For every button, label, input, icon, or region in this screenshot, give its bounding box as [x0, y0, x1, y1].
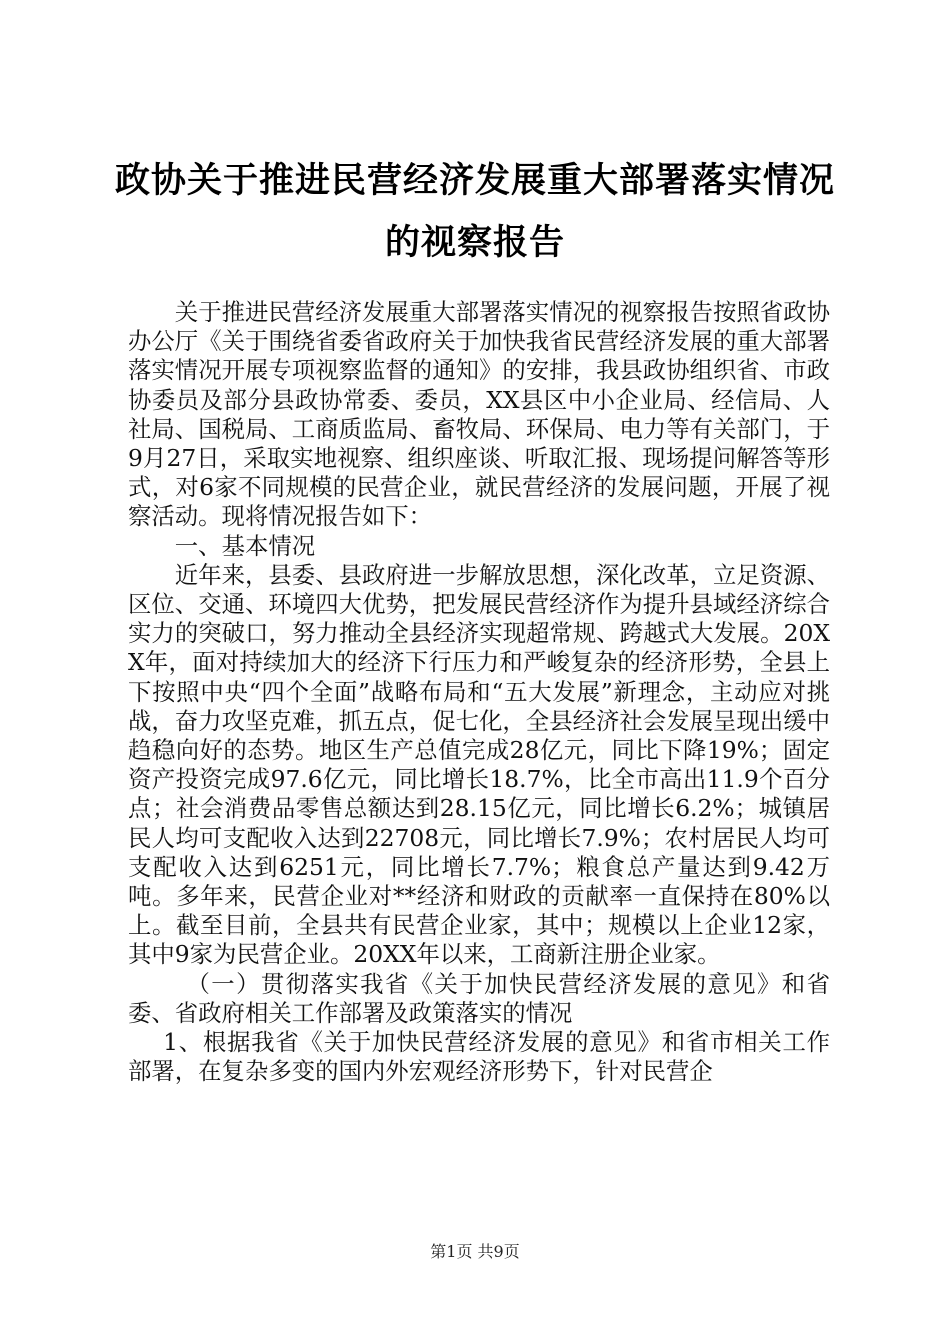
item-1-paragraph: 1、根据我省《关于加快民营经济发展的意见》和省市相关工作部署，在复杂多变的国内外宏观经济形势下，针对民营企 [128, 1028, 830, 1086]
document-title-line-2: 的视察报告 [384, 223, 565, 263]
basic-situation-paragraph: 近年来，县委、县政府进一步解放思想，深化改革，立足资源、区位、交通、环境四大优势，把发展民营经济作为提升县域经济综合实力的突破口，努力推动全县经济实现超常规、跨越式大发展。20XX年，面对持续加大的经济下行压力和严峻复杂的经济形势，全县上下按照中央“四个全面”战略布局和“五大发展”新理念，主动应对挑战，奋力攻坚克难，抓五点，促七化，全县经济社会发展呈现出缓中趋稳向好的态势。地区生产总值完成28亿元，同比下降19%；固定资产投资完成97.6亿元，同比增长18.7%，比全市高出11.9个百分点；社会消费品零售总额达到28.15亿元，同比增长6.2%；城镇居民人均可支配收入达到22708元，同比增长7.9%；农村居民人均可支配收入达到6251元，同比增长7.7%；粮食总产量达到9.42万吨。多年来，民营企业对**经济和财政的贡献率一直保持在80%以上。截至目前，全县共有民营企业家，其中；规模以上企业12家，其中9家为民营企业。20XX年以来，工商新注册企业家。 [128, 560, 830, 969]
intro-paragraph: 关于推进民营经济发展重大部署落实情况的视察报告按照省政协办公厅《关于围绕省委省政府关于加快我省民营经济发展的重大部署落实情况开展专项视察监督的通知》的安排，我县政协组织省、市政协委员及部分县政协常委、委员，XX县区中小企业局、经信局、人社局、国税局、工商质监局、畜牧局、环保局、电力等有关部门，于9月27日，采取实地视察、组织座谈、听取汇报、现场提问解答等形式，对6家不同规模的民营企业，就民营经济的发展问题，开展了视察活动。现将情况报告如下： [128, 298, 830, 531]
document-title-line-1: 政协关于推进民营经济发展重大部署落实情况 [114, 161, 835, 201]
subsection-heading-1: （一）贯彻落实我省《关于加快民营经济发展的意见》和省委、省政府相关工作部署及政策落实的情况 [128, 969, 830, 1027]
page-footer: 第1页 共9页 [430, 1242, 520, 1261]
document-body [128, 298, 830, 1086]
section-heading-basic-situation: 一、基本情况 [174, 531, 316, 560]
